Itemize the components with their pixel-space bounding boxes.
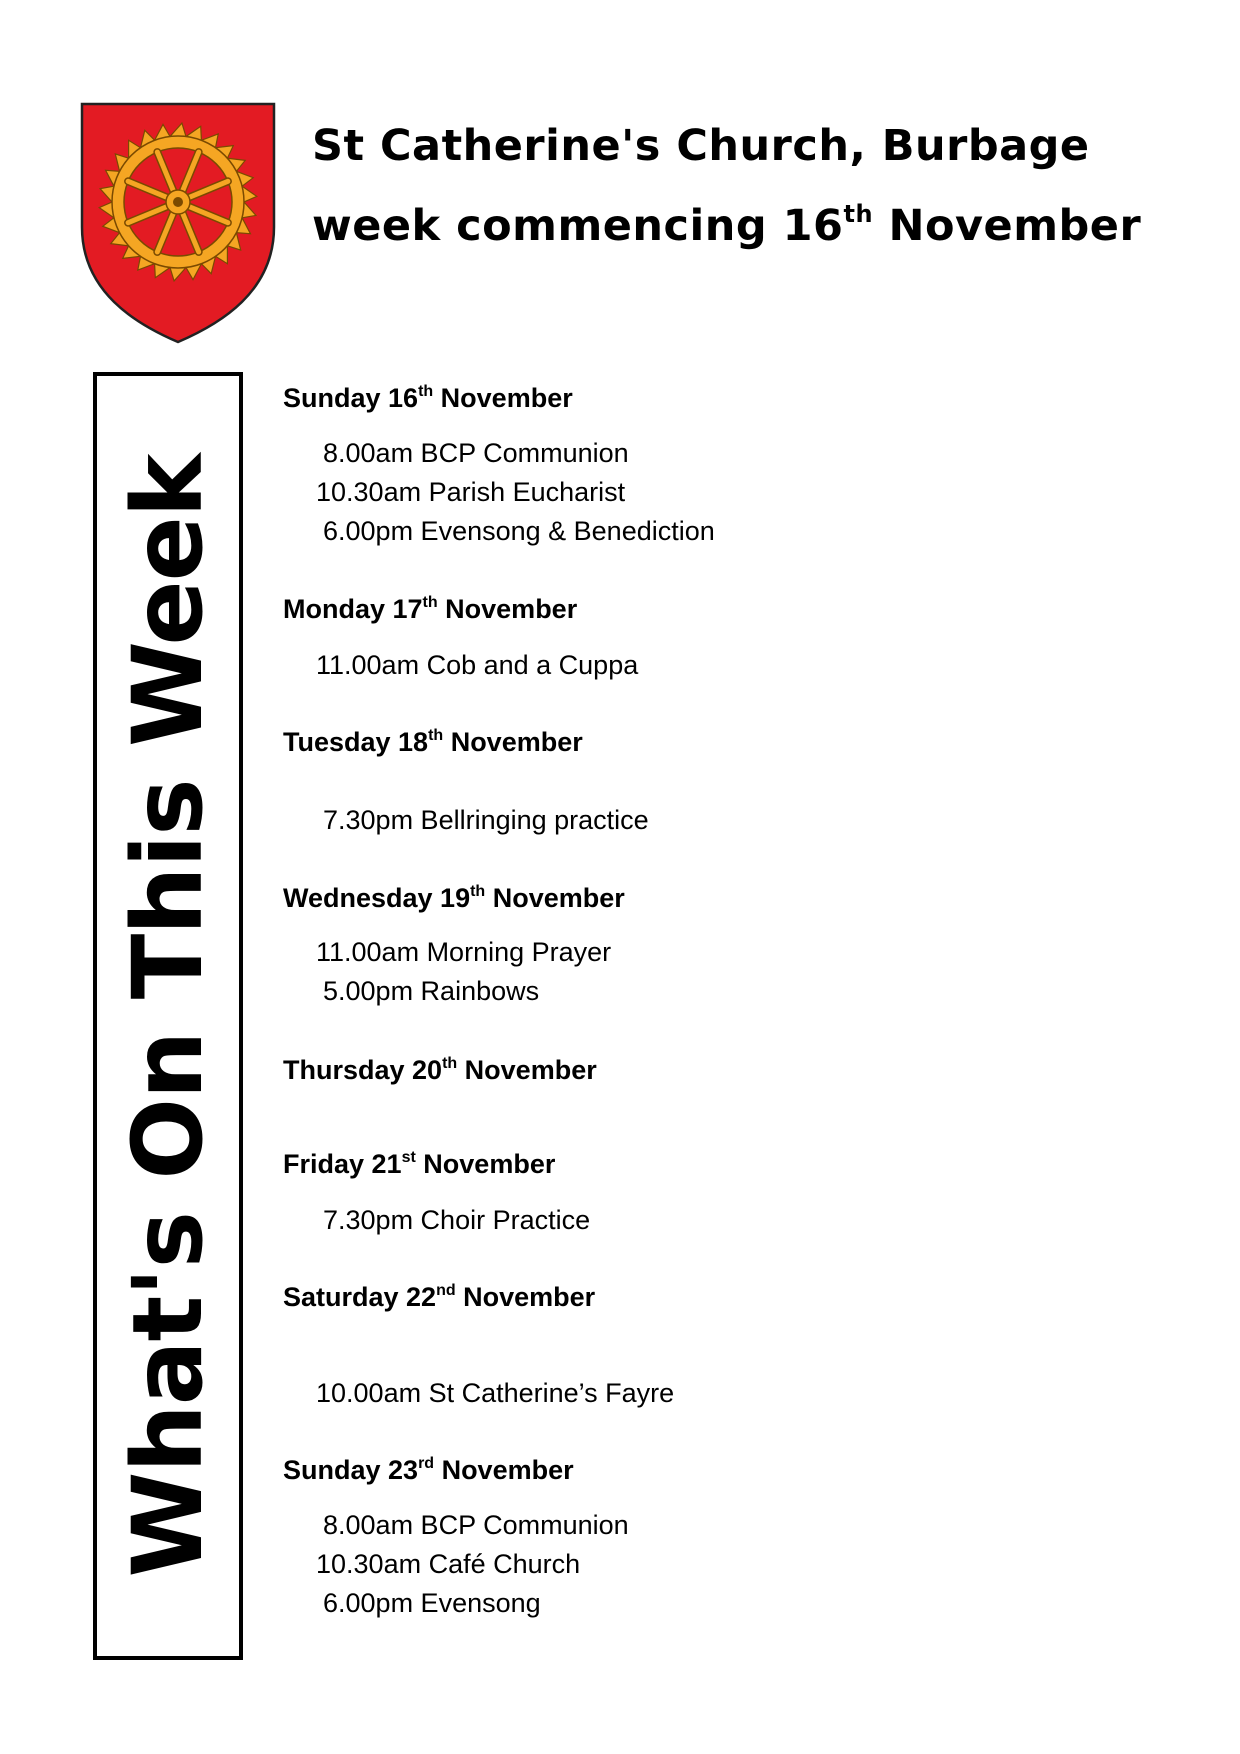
day-heading-sunday-23 [283, 1453, 574, 1492]
event-item: 11.00am Cob and a Cuppa [316, 650, 639, 680]
subtitle-suffix: November [873, 201, 1142, 251]
sidebar-banner [93, 372, 243, 1660]
day-ordinal: th [422, 594, 438, 611]
day-ordinal: st [401, 1149, 416, 1166]
day-heading-sunday-16 [283, 381, 573, 420]
day-heading-saturday-22 [283, 1280, 595, 1319]
day-month: November [485, 883, 625, 913]
day-ordinal: th [442, 1055, 458, 1072]
event-item: 6.00pm Evensong & Benediction [323, 516, 715, 546]
sidebar-label: What's On This Week [112, 454, 224, 1578]
page-subtitle [312, 196, 1141, 262]
church-crest-logo [80, 102, 276, 344]
event-item: 8.00am BCP Communion [323, 1510, 629, 1540]
event-item: 7.30pm Choir Practice [323, 1205, 591, 1235]
day-month: November [457, 1055, 597, 1085]
day-name: Monday 17 [283, 594, 423, 624]
day-name: Wednesday 19 [283, 883, 471, 913]
day-name: Friday 21 [283, 1149, 402, 1179]
day-month: November [455, 1282, 596, 1312]
day-heading-tuesday-18 [283, 725, 583, 764]
day-ordinal: nd [436, 1282, 456, 1299]
event-item: 6.00pm Evensong [323, 1588, 541, 1618]
day-month: November [437, 594, 578, 624]
day-name: Thursday 20 [283, 1055, 443, 1085]
day-name: Saturday 22 [283, 1282, 437, 1312]
day-month: November [415, 1149, 556, 1179]
event-item: 8.00am BCP Communion [323, 438, 629, 468]
event-item: 10.00am St Catherine’s Fayre [316, 1378, 675, 1408]
day-heading-thursday-20 [283, 1053, 597, 1092]
day-month: November [443, 727, 583, 757]
day-month: November [434, 1455, 574, 1485]
day-name: Sunday 23 [283, 1455, 419, 1485]
event-item: 7.30pm Bellringing practice [323, 805, 649, 835]
day-heading-friday-21 [283, 1147, 555, 1186]
day-ordinal: th [428, 727, 444, 744]
day-name: Sunday 16 [283, 383, 419, 413]
event-item: 10.30am Parish Eucharist [316, 477, 626, 507]
event-item: 11.00am Morning Prayer [316, 937, 612, 967]
day-name: Tuesday 18 [283, 727, 429, 757]
subtitle-prefix: week commencing 16 [312, 201, 844, 251]
event-item: 5.00pm Rainbows [323, 976, 540, 1006]
day-heading-monday-17 [283, 592, 577, 631]
day-heading-wednesday-19 [283, 881, 625, 920]
page-title: St Catherine's Church, Burbage [312, 121, 1090, 171]
day-month: November [433, 383, 573, 413]
event-item: 10.30am Café Church [316, 1549, 581, 1579]
day-ordinal: th [470, 883, 486, 900]
day-ordinal: rd [418, 1455, 435, 1472]
day-ordinal: th [418, 383, 434, 400]
subtitle-ordinal: th [843, 200, 874, 228]
